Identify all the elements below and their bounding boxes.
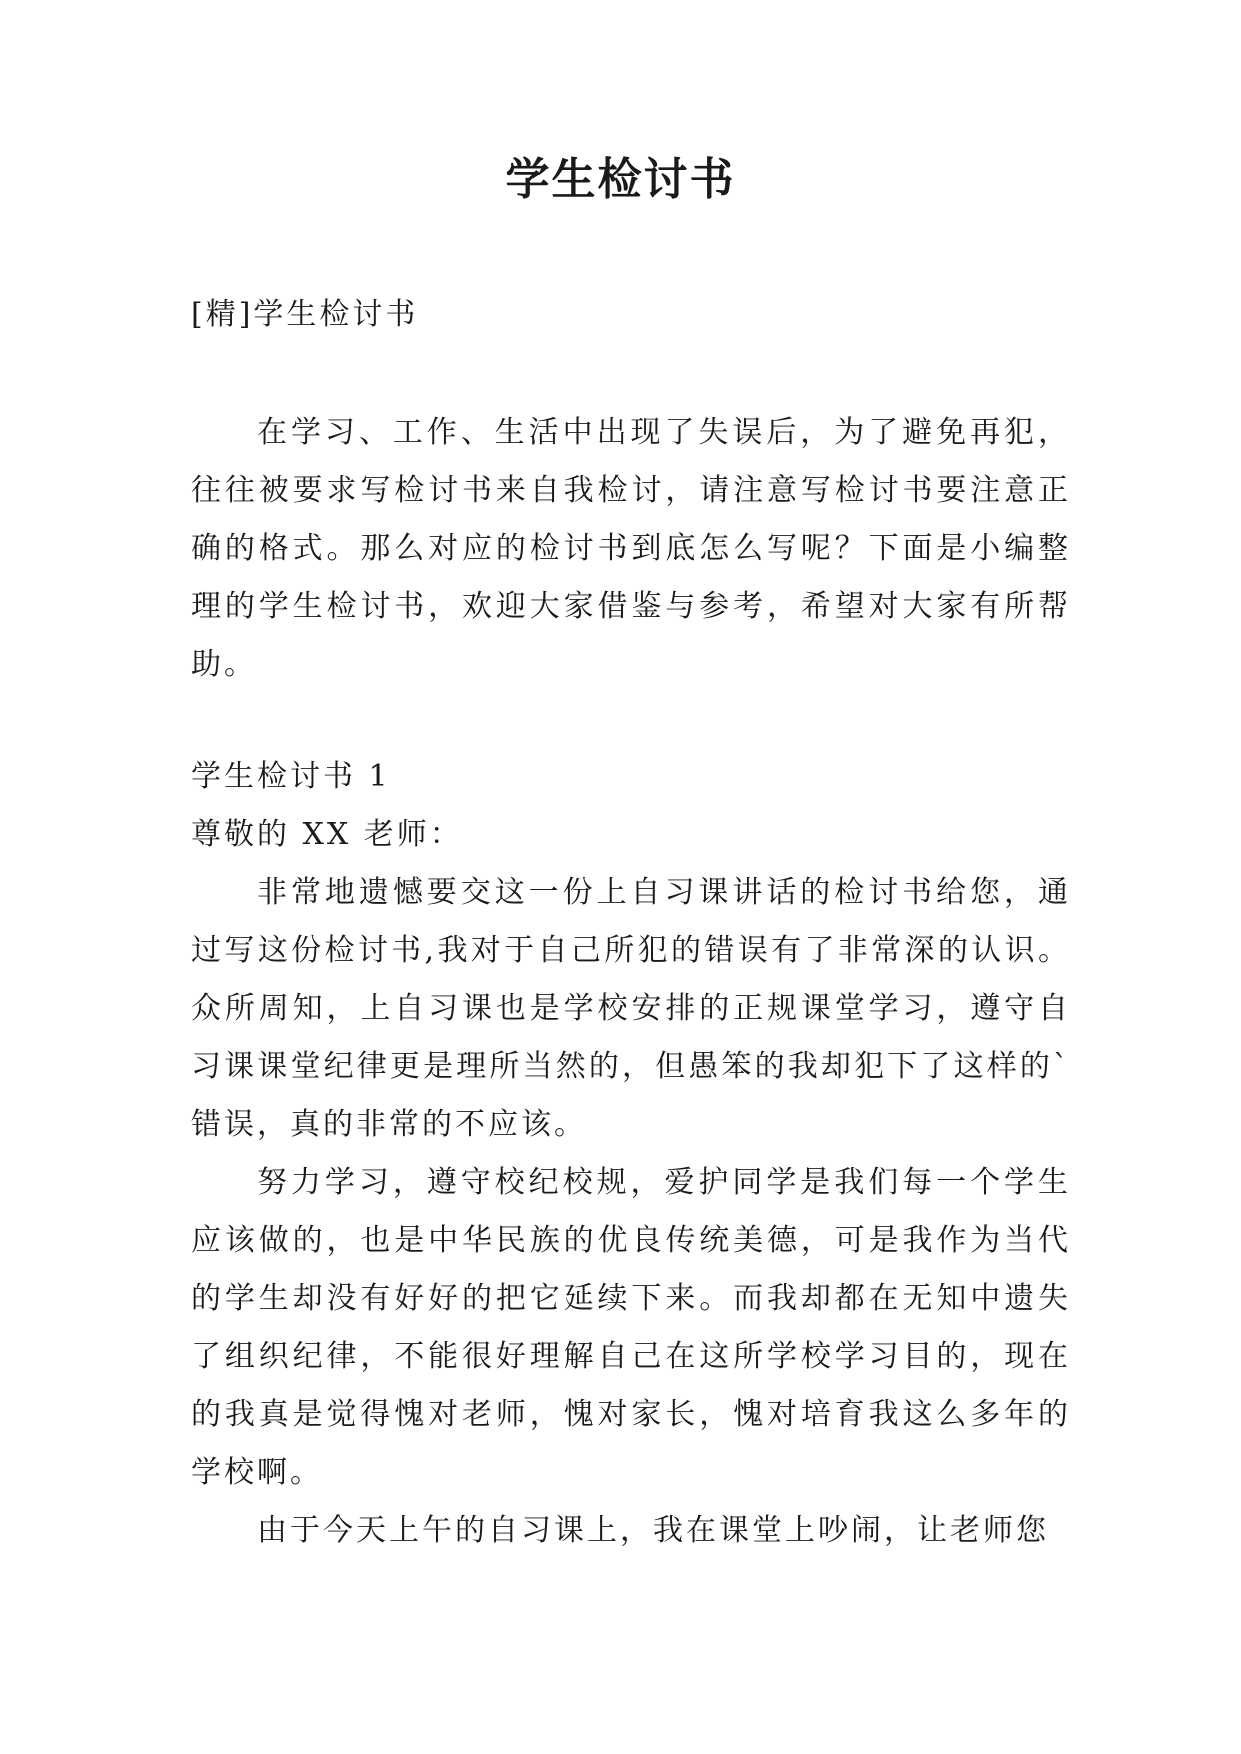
body-paragraph: 非常地遗憾要交这一份上自习课讲话的检讨书给您，通过写这份检讨书,我对于自己所犯的错误有了非常深的认识。众所周知，上自习课也是学校安排的正规课堂学习，遵守自习课课堂纪律更是理所当然的，但愚笨的我却犯下了这样的`错误，真的非常的不应该。	[191, 875, 1071, 1142]
intro-paragraph: 在学习、工作、生活中出现了失误后，为了避免再犯，往往被要求写检讨书来自我检讨，请注意写检讨书要注意正确的格式。那么对应的检讨书到底怎么写呢？下面是小编整理的学生检讨书，欢迎大家借鉴与参考，希望对大家有所帮助。	[191, 415, 1071, 682]
body-paragraph: 由于今天上午的自习课上，我在课堂上吵闹，让老师您	[257, 1513, 1049, 1548]
body-paragraph: 努力学习，遵守校纪校规，爱护同学是我们每一个学生应该做的，也是中华民族的优良传统美德，可是我作为当代的学生却没有好好的把它延续下来。而我却都在无知中遗失了组织纪律，不能很好理解自己在这所学校学习目的，现在的我真是觉得愧对老师，愧对家长，愧对培育我这么多年的学校啊。	[191, 1165, 1071, 1490]
document-title: 学生检讨书	[505, 154, 736, 205]
salutation: 尊敬的 XX 老师：	[191, 817, 463, 852]
intro-block	[191, 404, 1071, 694]
section-heading: 学生检讨书 1	[191, 759, 391, 794]
section-1	[191, 748, 1071, 1560]
document-subtitle: [精]学生检讨书	[191, 297, 419, 332]
